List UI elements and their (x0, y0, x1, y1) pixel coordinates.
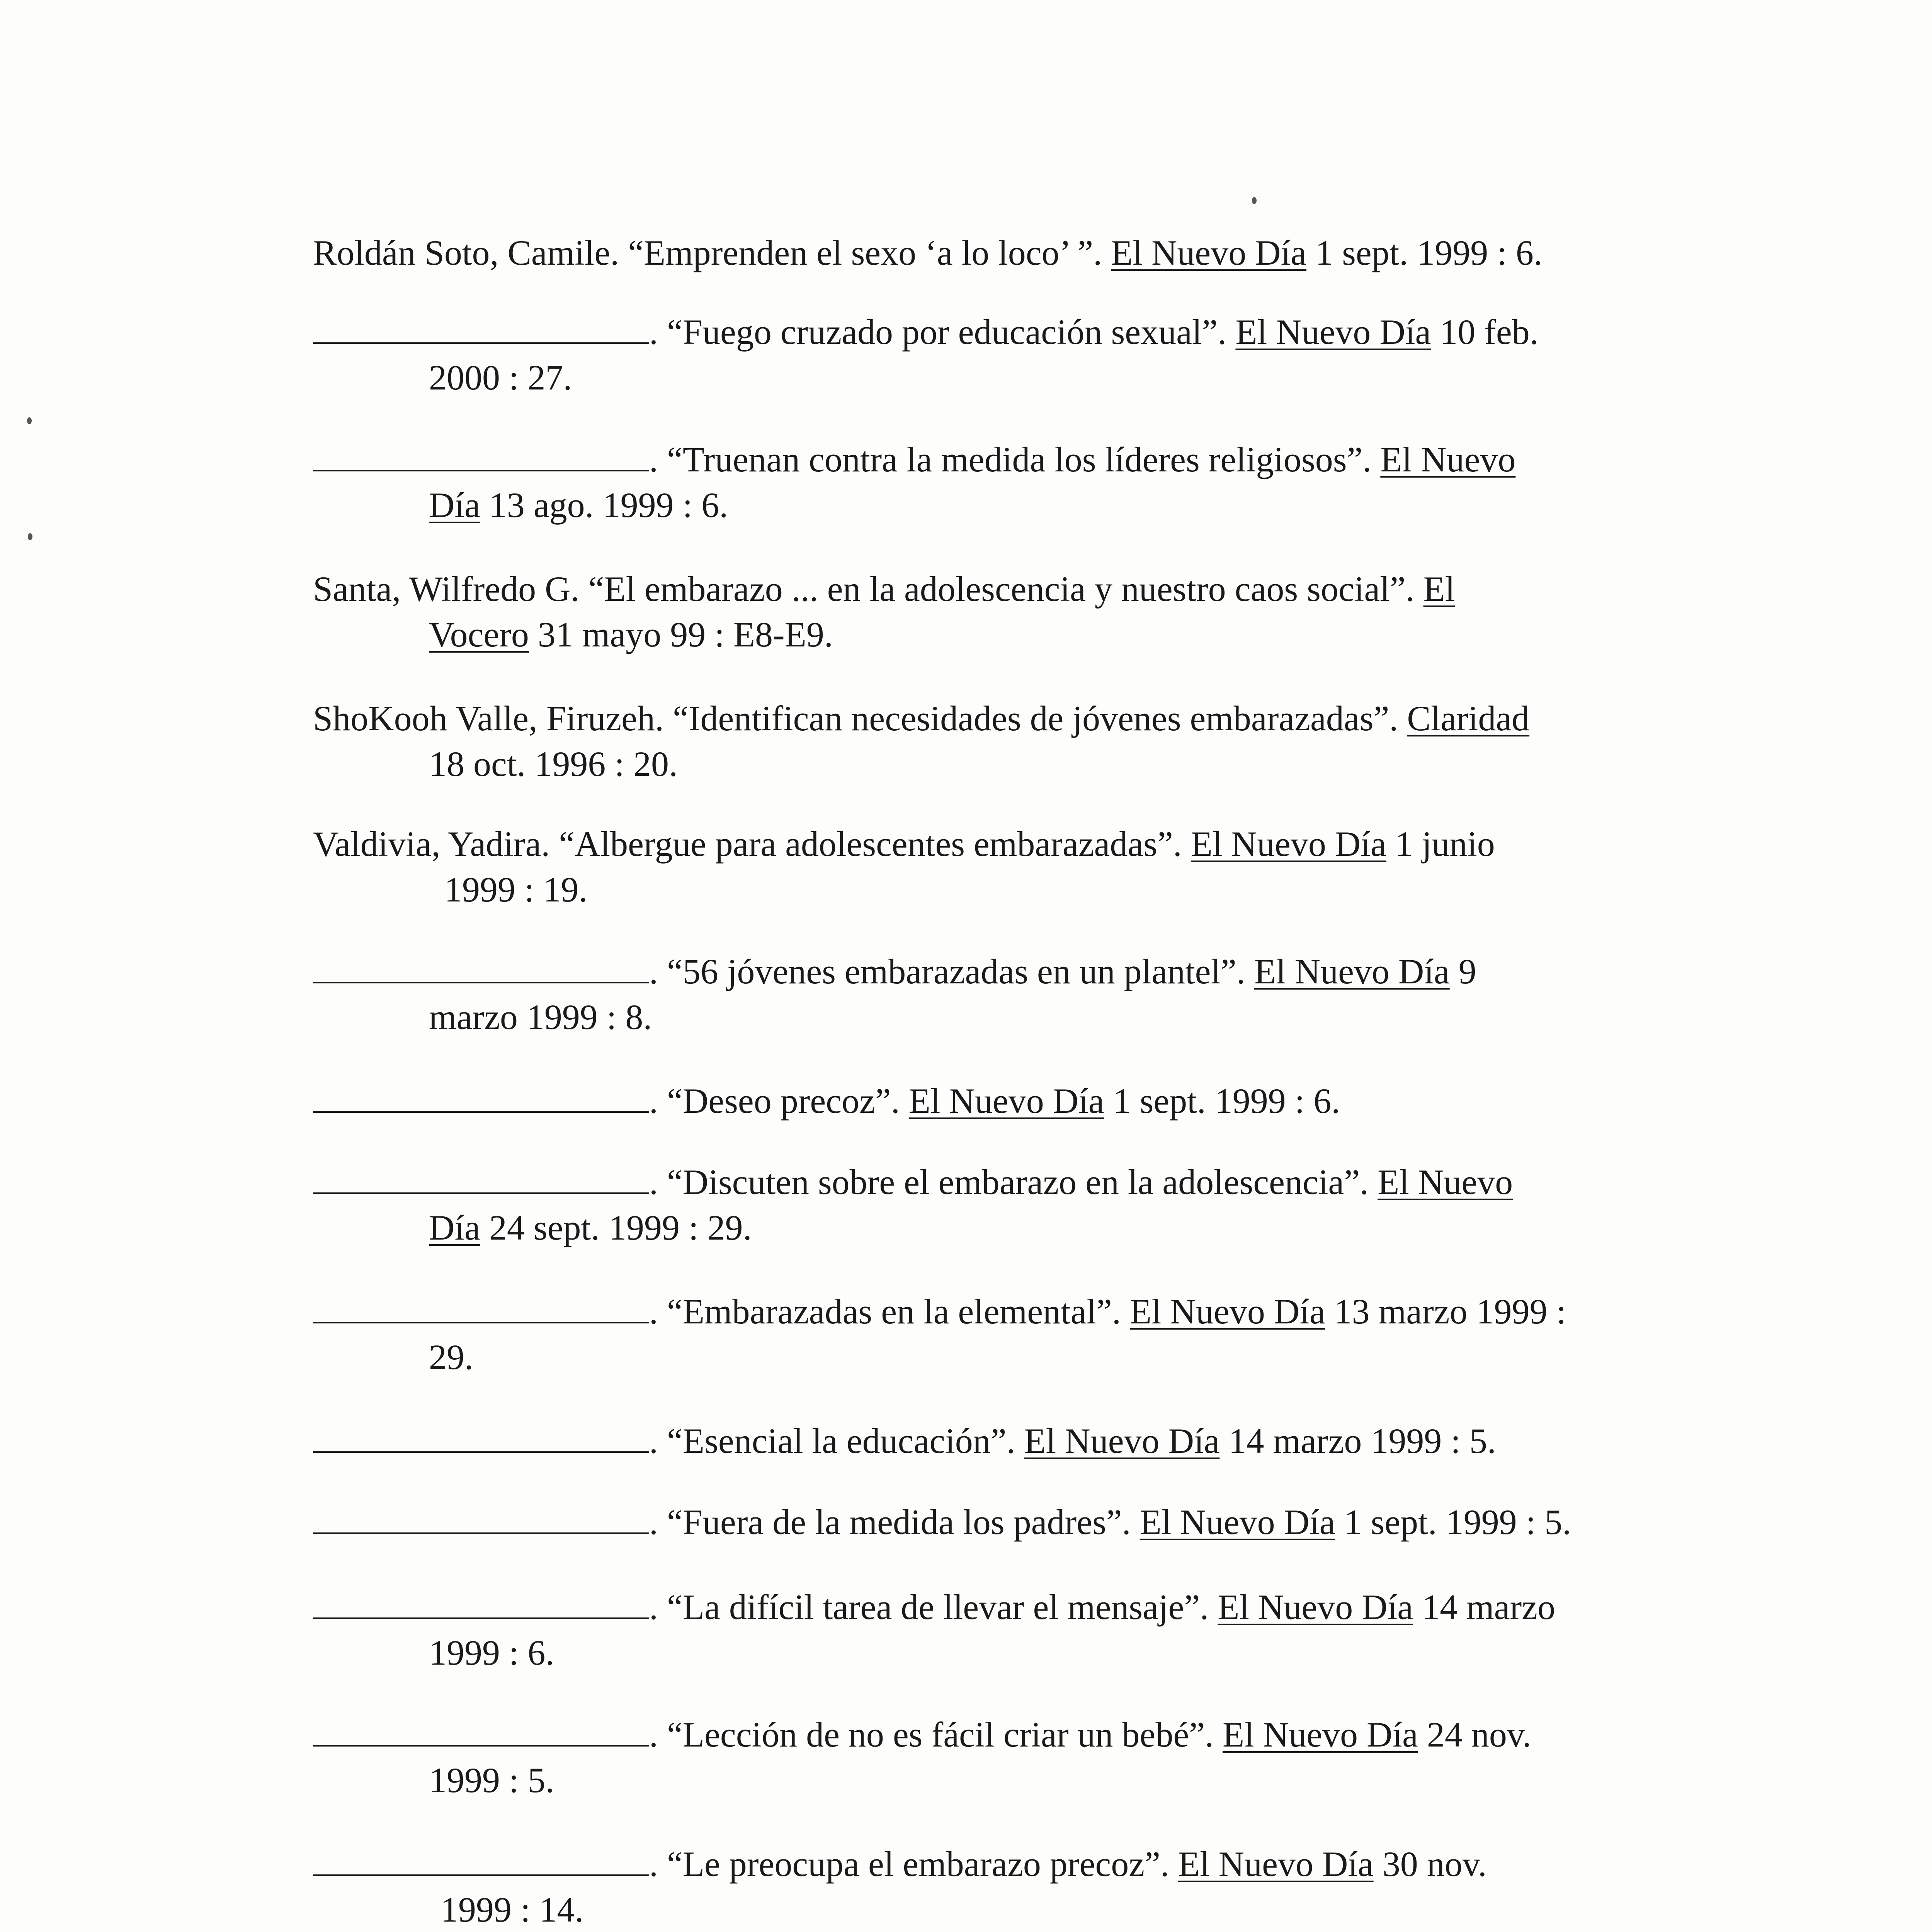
entry-details-continued: 1999 : 5. (429, 1760, 554, 1800)
entry-title: “Albergue para adolescentes embarazadas”. (559, 824, 1182, 864)
scan-speck (1252, 197, 1257, 204)
bibliography-entry: . “56 jóvenes embarazadas en un plantel”. El Nuevo Día 9 marzo 1999 : 8. (313, 949, 1704, 1040)
entry-details: 14 marzo (1422, 1587, 1555, 1627)
entry-publication: El Nuevo Día (1139, 1502, 1335, 1542)
entry-publication-continued: Día (429, 485, 480, 525)
bibliography-entry (313, 696, 1743, 787)
entry-details: 13 marzo 1999 : (1334, 1292, 1566, 1331)
entry-publication: El Nuevo Día (1223, 1715, 1418, 1754)
entry-publication: Claridad (1407, 699, 1530, 738)
entry-details: 14 marzo 1999 : 5. (1228, 1421, 1496, 1461)
entry-title: “Le preocupa el embarazo precoz”. (667, 1844, 1169, 1884)
repeat-author-dash (313, 1505, 649, 1534)
repeat-author-dash (313, 315, 649, 344)
entry-details-continued: 31 mayo 99 : E8-E9. (537, 615, 833, 654)
entry-details-continued: 24 sept. 1999 : 29. (489, 1208, 752, 1247)
entry-author: Valdivia, Yadira. (313, 824, 550, 864)
entry-details-continued: marzo 1999 : 8. (429, 997, 652, 1037)
bibliography-entry (313, 566, 1704, 657)
bibliography-entry: . “Lección de no es fácil criar un bebé”. El Nuevo Día 24 nov. 1999 : 5. (313, 1712, 1704, 1803)
entry-title: “Truenan contra la medida los líderes religiosos”. (667, 440, 1372, 479)
entry-details-continued: 29. (429, 1337, 473, 1377)
bibliography-entry: . “Discuten sobre el embarazo en la adolescencia”. El Nuevo Día 24 sept. 1999 : 29. (313, 1159, 1704, 1250)
entry-publication: El Nuevo Día (1218, 1587, 1413, 1627)
repeat-author-dash (313, 1295, 649, 1323)
entry-publication: El Nuevo Día (1024, 1421, 1220, 1461)
scan-speck (28, 533, 32, 540)
entry-details-continued: 1999 : 6. (429, 1633, 554, 1672)
entry-details-continued: 13 ago. 1999 : 6. (489, 485, 728, 525)
bibliography-entry (313, 230, 1704, 276)
entry-publication: El Nuevo (1378, 1162, 1513, 1202)
entry-publication-continued: Vocero (429, 615, 529, 654)
entry-title: “La difícil tarea de llevar el mensaje”. (667, 1587, 1209, 1627)
repeat-author-dash (313, 955, 649, 983)
entry-title: “El embarazo ... en la adolescencia y nuestro caos social”. (588, 569, 1415, 609)
entry-details-continued: 18 oct. 1996 : 20. (429, 744, 678, 784)
entry-details: 1 junio (1395, 824, 1495, 864)
entry-title: “56 jóvenes embarazadas en un plantel”. (667, 952, 1245, 991)
entry-details: 9 (1458, 952, 1476, 991)
entry-title: “Emprenden el sexo ‘a lo loco’ ”. (628, 233, 1102, 272)
repeat-author-dash (313, 1718, 649, 1747)
bibliography-entry (313, 821, 1704, 912)
entry-publication: El Nuevo Día (1111, 233, 1307, 272)
entry-title: “Deseo precoz”. (667, 1081, 900, 1121)
repeat-author-dash (313, 443, 649, 471)
entry-title: “Lección de no es fácil criar un bebé”. (667, 1715, 1214, 1754)
bibliography-entry: . “Truenan contra la medida los líderes religiosos”. El Nuevo Día 13 ago. 1999 : 6. (313, 437, 1704, 528)
entry-details-continued: 2000 : 27. (429, 358, 572, 397)
bibliography-entry: . “Deseo precoz”. El Nuevo Día 1 sept. 1999 : 6. (313, 1078, 1704, 1124)
entry-details: 1 sept. 1999 : 6. (1113, 1081, 1340, 1121)
bibliography-entry: . “Le preocupa el embarazo precoz”. El Nuevo Día 30 nov. 1999 : 14. (313, 1841, 1704, 1932)
entry-publication: El (1423, 569, 1455, 609)
entry-publication: El Nuevo Día (1190, 824, 1386, 864)
entry-title: “Identifican necesidades de jóvenes embarazadas”. (673, 699, 1398, 738)
bibliography-entry: . “Embarazadas en la elemental”. El Nuevo Día 13 marzo 1999 : 29. (313, 1289, 1704, 1380)
entry-author: Roldán Soto, Camile. (313, 233, 619, 272)
entry-title: “Fuego cruzado por educación sexual”. (667, 312, 1227, 352)
entry-title: “Esencial la educación”. (667, 1421, 1015, 1461)
entry-publication: El Nuevo Día (1129, 1292, 1325, 1331)
repeat-author-dash (313, 1590, 649, 1619)
entry-title: “Fuera de la medida los padres”. (667, 1502, 1131, 1542)
entry-author: Santa, Wilfredo G. (313, 569, 580, 609)
entry-details: 30 nov. (1382, 1844, 1487, 1884)
entry-author: ShoKooh Valle, Firuzeh. (313, 699, 664, 738)
entry-publication: El Nuevo Día (1254, 952, 1450, 991)
repeat-author-dash (313, 1165, 649, 1194)
entry-publication: El Nuevo (1380, 440, 1516, 479)
bibliography-entry: . “La difícil tarea de llevar el mensaje”. El Nuevo Día 14 marzo 1999 : 6. (313, 1584, 1704, 1675)
entry-publication: El Nuevo Día (1178, 1844, 1374, 1884)
entry-title: “Embarazadas en la elemental”. (667, 1292, 1121, 1331)
bibliography-entry: . “Esencial la educación”. El Nuevo Día 14 marzo 1999 : 5. (313, 1418, 1704, 1464)
entry-details: 1 sept. 1999 : 5. (1344, 1502, 1571, 1542)
bibliography-entry: . “Fuera de la medida los padres”. El Nuevo Día 1 sept. 1999 : 5. (313, 1499, 1704, 1545)
bibliography-entry: . “Fuego cruzado por educación sexual”. El Nuevo Día 10 feb. 2000 : 27. (313, 309, 1704, 400)
entry-details: 1 sept. 1999 : 6. (1315, 233, 1543, 272)
entry-title: “Discuten sobre el embarazo en la adolescencia”. (667, 1162, 1369, 1202)
scan-speck (27, 417, 32, 424)
entry-details: 24 nov. (1427, 1715, 1531, 1754)
entry-publication-continued: Día (429, 1208, 480, 1247)
entry-publication: El Nuevo Día (1235, 312, 1431, 352)
entry-publication: El Nuevo Día (908, 1081, 1104, 1121)
repeat-author-dash (313, 1084, 649, 1113)
entry-details: 10 feb. (1440, 312, 1539, 352)
repeat-author-dash (313, 1424, 649, 1453)
repeat-author-dash (313, 1847, 649, 1876)
entry-details-continued: 1999 : 14. (440, 1890, 584, 1929)
entry-details-continued: 1999 : 19. (444, 870, 588, 909)
